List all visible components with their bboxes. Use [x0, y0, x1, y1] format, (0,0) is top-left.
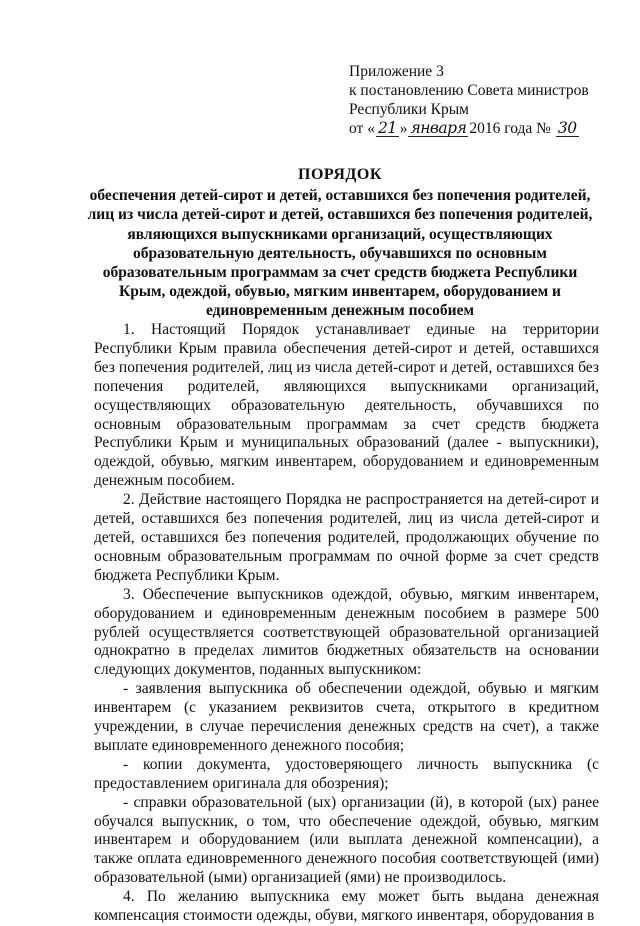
title-line-3: являющихся выпускниками организаций, осуществляющих — [127, 225, 553, 243]
date-prefix: от « — [349, 120, 375, 137]
title-line-5: образовательным программам за счет средств бюджета Республики — [102, 264, 578, 282]
paragraph-1: 1. Настоящий Порядок устанавливает единые на территории Республики Крым правила обеспечения детей-сирот и детей, оставшихся без попечения родителей, лиц из числа детей-сирот и детей, оставшихся без попечения родителей, являющихся выпускниками организаций, осуществляющих образовательную деятельность, обучавшихся по основным образовательным программам за счет средств бюджета Республики Крым и муниципальных образований (далее - выпускники), одеждой, обувью, мягким инвентарем, оборудованием и единовременным денежным пособием. — [94, 321, 599, 490]
handwritten-number: 30 — [557, 119, 577, 137]
title-main: ПОРЯДОК — [298, 166, 382, 183]
document-title — [82, 165, 598, 321]
title-line-6: Крым, одеждой, обувью, мягким инвентарем, оборудованием и — [119, 283, 561, 301]
title-line-1: обеспечения детей-сирот и детей, оставшихся без попечения родителей, — [89, 187, 591, 205]
title-line-7: единовременным денежным пособием — [205, 302, 475, 320]
date-year: 2016 года — [469, 120, 533, 137]
list-item-application: - заявления выпускника об обеспечении одеждой, обувью и мягким инвентарем (с указанием реквизитов счета, открытого в кредитном учреждении, в случае перечисления денежных средств на счет), а также выплате единовременного денежного пособия; — [94, 680, 599, 754]
handwritten-month: января — [410, 119, 467, 137]
list-item-certificate: - справки образовательной (ых) организации (й), в которой (ых) ранее обучался выпускник, о том, что обеспечение одеждой, обувью, мягким инвентарем и оборудованием (или выплата денежной компенсации), а также оплата единовременного денежного пособия соответствующей (ими) образовательной (ыми) организацией (ями) не производилось. — [94, 793, 599, 887]
title-line-4: образовательную деятельность, обучавшихся по основным — [133, 244, 547, 262]
appendix-republic: Республики Крым — [349, 101, 469, 118]
title-line-2: лиц из числа детей-сирот и детей, оставшихся без попечения родителей, — [87, 206, 593, 224]
date-mid: » — [399, 120, 408, 137]
appendix-label: Приложение 3 — [349, 63, 444, 80]
list-item-id-copy: - копии документа, удостоверяющего личность выпускника (с предоставлением оригинала для обозрения); — [94, 755, 599, 792]
handwritten-day: 21 — [377, 119, 397, 137]
number-sign: № — [536, 120, 551, 137]
appendix-date-line — [349, 119, 589, 138]
paragraph-4: 4. По желанию выпускника ему может быть выдана денежная компенсация стоимости одежды, обуви, мягкого инвентаря, оборудования в — [94, 888, 599, 925]
appendix-header — [349, 62, 589, 138]
paragraph-2: 2. Действие настоящего Порядка не распространяется на детей-сирот и детей, оставшихся без попечения родителей, лиц из числа детей-сирот и детей, оставшихся без попечения родителей, продолжающих обучение по основным образовательным программам по очной форме за счет средств бюджета Республики Крым. — [94, 491, 599, 584]
paragraph-3: 3. Обеспечение выпускников одеждой, обувью, мягким инвентарем, оборудованием и единовременным денежным пособием в размере 500 рублей осуществляется соответствующей образовательной организацией однократно в пределах лимитов бюджетных обязательств на основании следующих документов, поданных выпускником: — [94, 585, 599, 679]
appendix-resolution: к постановлению Совета министров — [349, 82, 589, 99]
document-body — [94, 321, 599, 926]
